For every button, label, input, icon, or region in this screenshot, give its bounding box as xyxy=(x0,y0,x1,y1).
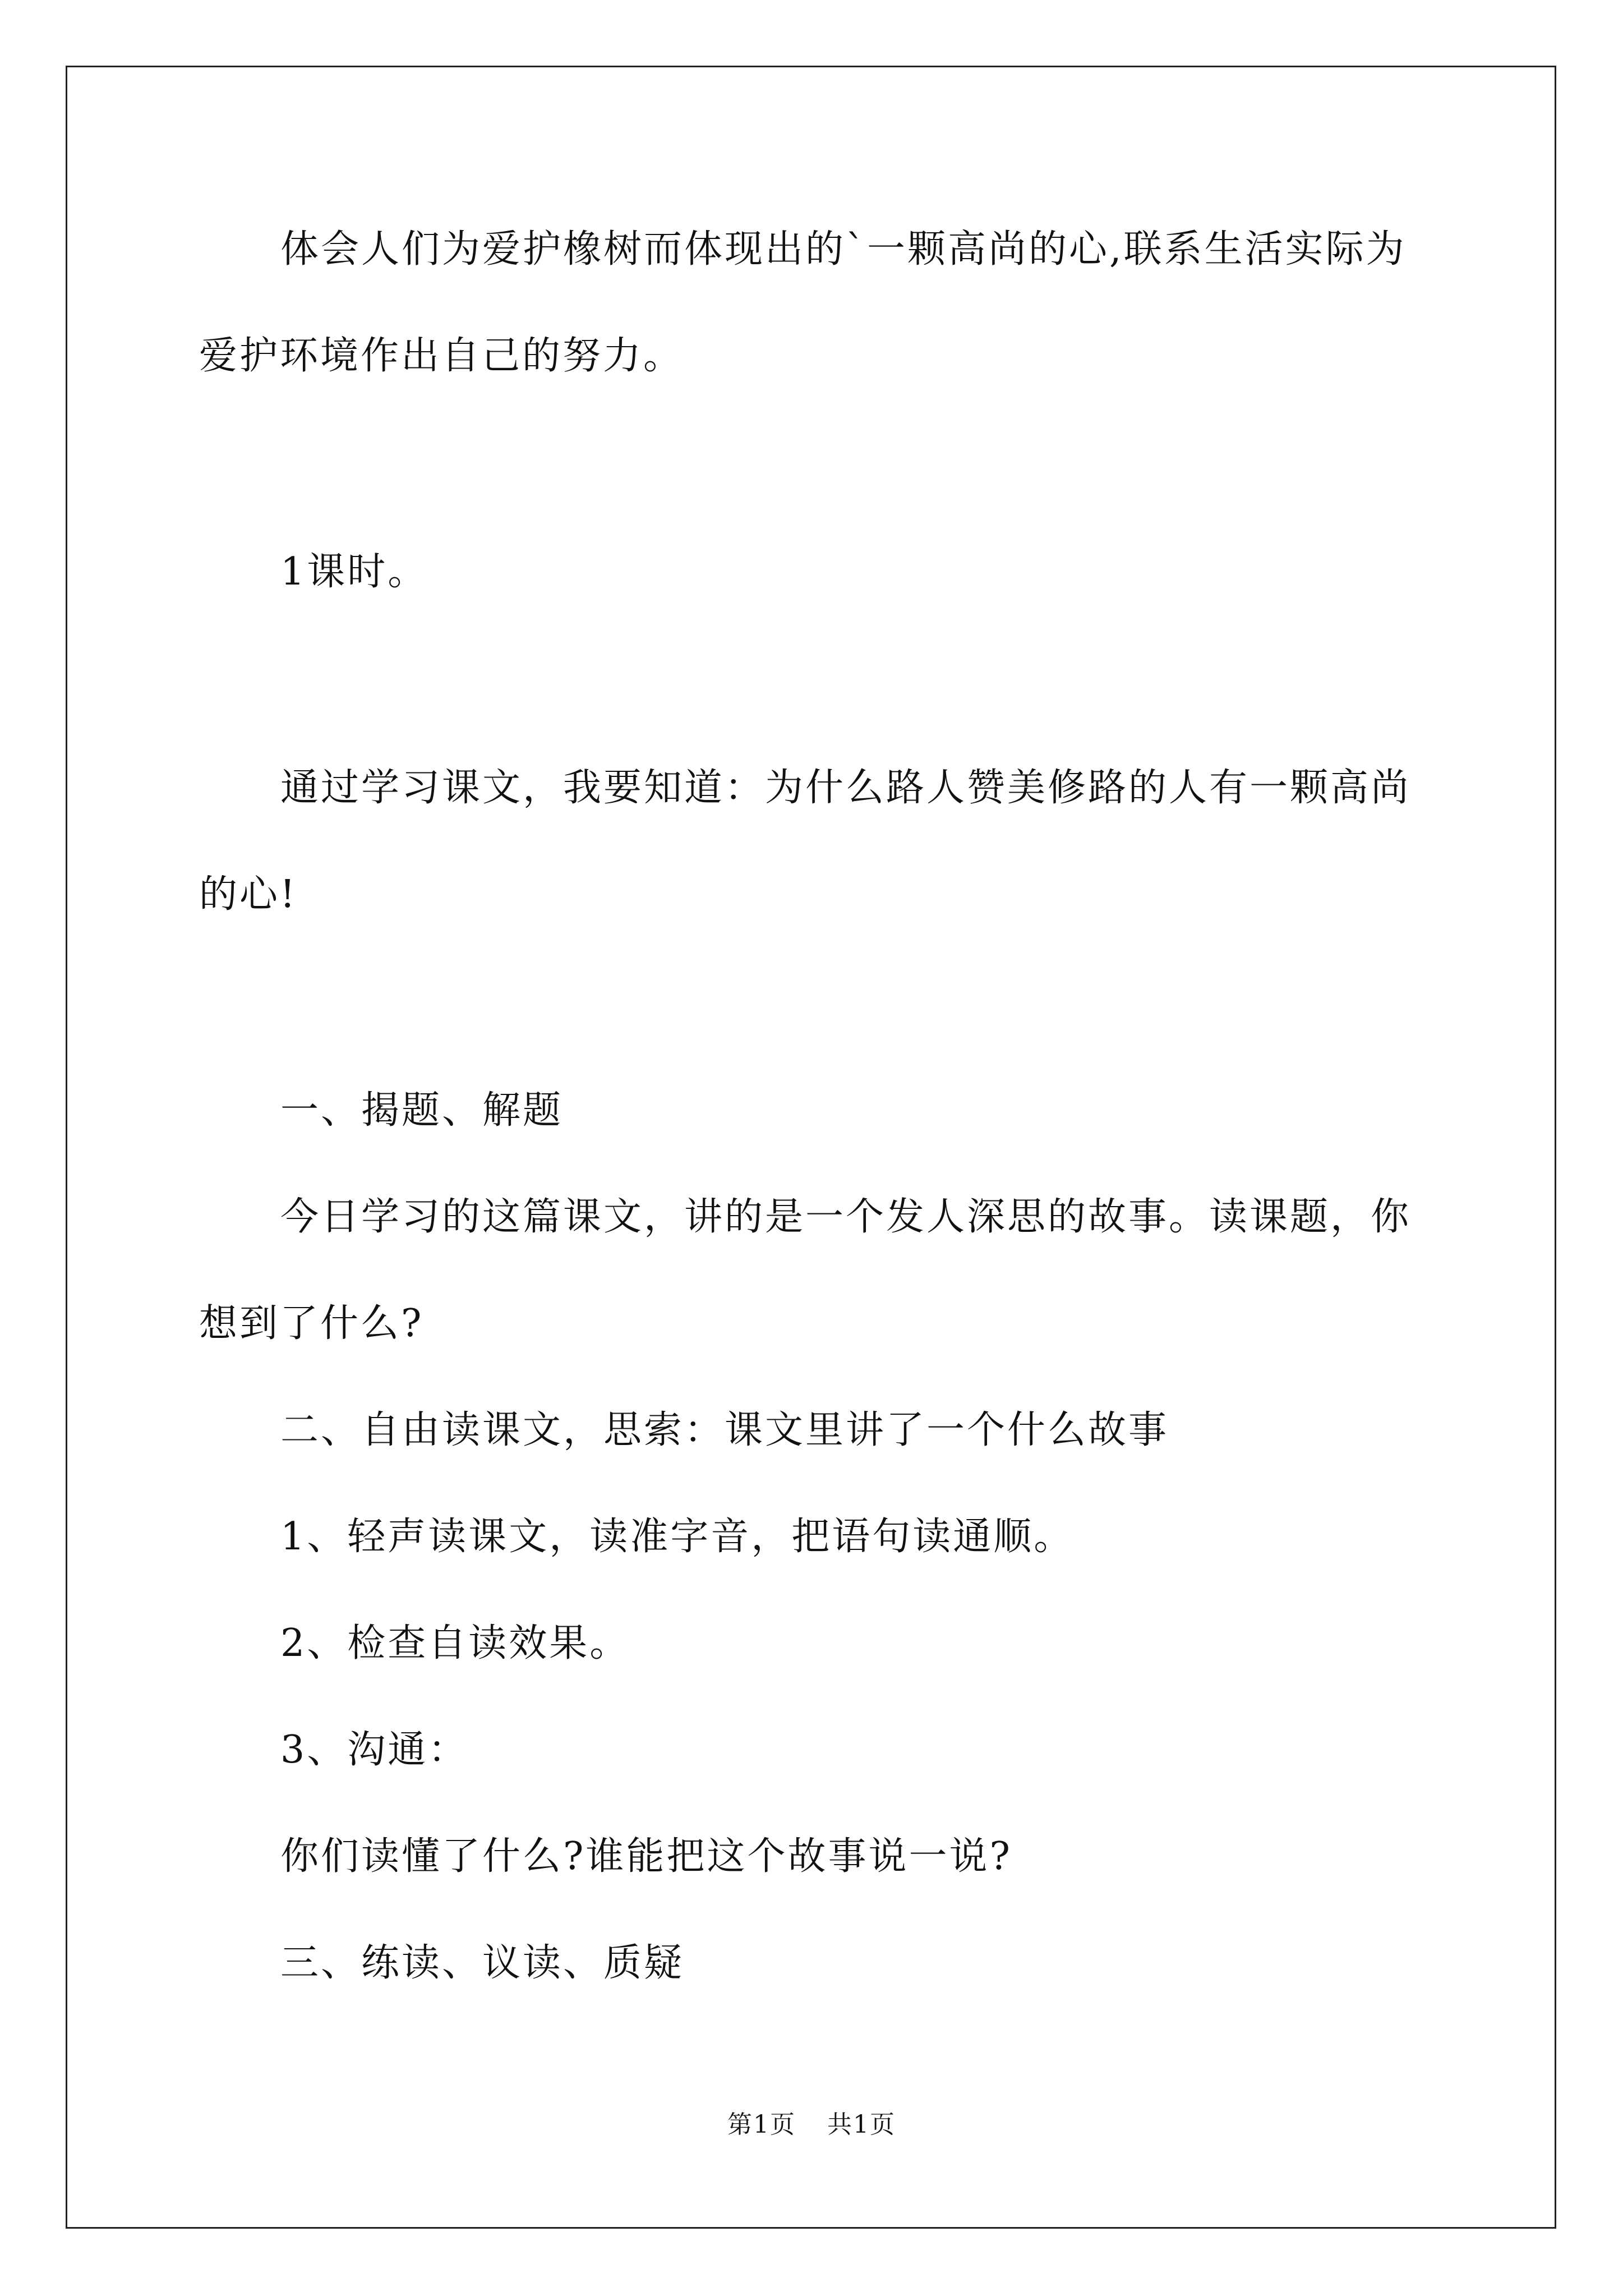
paragraph-5-line-2: 想到了什么? xyxy=(199,1301,424,1346)
paragraph-1-line-1: 体会人们为爱护橡树而体现出的`一颗高尚的心,联系生活实际为 xyxy=(280,227,1407,272)
paragraph-2-line-1: 1课时。 xyxy=(280,550,428,594)
page-frame xyxy=(66,66,1556,2229)
heading-3: 三、练读、议读、质疑 xyxy=(280,1941,685,1985)
list-item-1: 1、轻声读课文，读准字音，把语句读通顺。 xyxy=(280,1515,1075,1559)
heading-2: 二、自由读课文，思索：课文里讲了一个什么故事 xyxy=(280,1408,1169,1452)
paragraph-1-line-2: 爱护环境作出自己的努力。 xyxy=(199,334,684,378)
list-item-2: 2、检查自读效果。 xyxy=(280,1621,630,1665)
heading-1: 一、揭题、解题 xyxy=(280,1088,564,1133)
paragraph-3-line-1: 通过学习课文，我要知道：为什么路人赞美修路的人有一颗高尚 xyxy=(280,766,1412,810)
page-footer xyxy=(0,2109,1623,2141)
paragraph-3-line-2: 的心! xyxy=(199,872,298,917)
paragraph-5-line-1: 今日学习的这篇课文，讲的是一个发人深思的故事。读课题，你 xyxy=(280,1195,1412,1239)
page-number: 第1页 xyxy=(727,2110,796,2139)
page-total: 共1页 xyxy=(827,2110,896,2139)
question-line: 你们读懂了什么?谁能把这个故事说一说? xyxy=(280,1834,1012,1879)
list-item-3: 3、沟通： xyxy=(280,1728,469,1772)
